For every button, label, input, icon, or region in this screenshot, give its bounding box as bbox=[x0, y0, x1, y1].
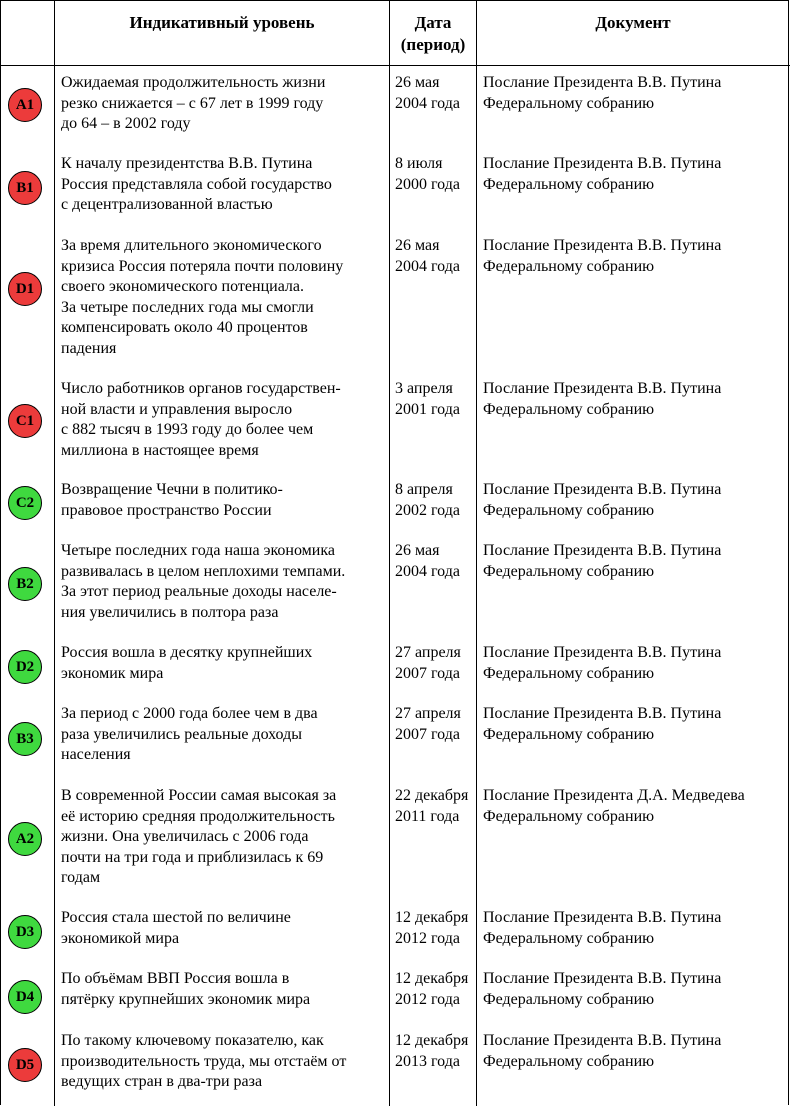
status-badge: D2 bbox=[8, 650, 42, 684]
column-divider bbox=[389, 0, 390, 1106]
status-badge: D3 bbox=[8, 915, 42, 949]
status-badge: C2 bbox=[8, 486, 42, 520]
status-badge: D4 bbox=[8, 980, 42, 1014]
date-cell: 12 декабря 2012 года bbox=[395, 970, 469, 1008]
status-badge: B3 bbox=[8, 722, 42, 756]
document-cell: Послание Президента В.В. Путина Федеральному собранию bbox=[483, 74, 722, 112]
date-cell: 12 декабря 2012 года bbox=[395, 909, 469, 947]
date-cell: 3 апреля 2001 года bbox=[395, 380, 460, 418]
indicator-text: Ожидаемая продолжительность жизни резко снижается – с 67 лет в 1999 году до 64 – в 2002 году bbox=[61, 74, 326, 132]
status-badge: B1 bbox=[8, 171, 42, 205]
status-badge: A2 bbox=[8, 822, 42, 856]
date-cell: 8 июля 2000 года bbox=[395, 155, 460, 193]
date-cell: 27 апреля 2007 года bbox=[395, 705, 461, 743]
indicator-text: Россия стала шестой по величине экономикой мира bbox=[61, 909, 291, 947]
date-cell: 26 мая 2004 года bbox=[395, 237, 460, 275]
document-cell: Послание Президента В.В. Путина Федеральному собранию bbox=[483, 970, 722, 1008]
document-cell: Послание Президента В.В. Путина Федеральному собранию bbox=[483, 909, 722, 947]
status-badge: D1 bbox=[8, 272, 42, 306]
header-divider bbox=[0, 65, 790, 66]
date-cell: 27 апреля 2007 года bbox=[395, 644, 461, 682]
document-cell: Послание Президента В.В. Путина Федеральному собранию bbox=[483, 481, 722, 519]
status-badge: A1 bbox=[8, 88, 42, 122]
indicator-text: За время длительного экономического кризиса Россия потеряла почти половину своего экономического потенциала. За четыре последних года мы смогли компенсировать около 40 процентов падения bbox=[61, 237, 344, 357]
status-badge: C1 bbox=[8, 404, 42, 438]
status-badge: B2 bbox=[8, 567, 42, 601]
indicator-text: По объёмам ВВП Россия вошла в пятёрку крупнейших экономик мира bbox=[61, 970, 311, 1008]
indicator-text: В современной России самая высокая за её историю средняя продолжительность жизни. Она увеличилась с 2006 года почти на три года и приблизилась к 69 годам bbox=[61, 787, 337, 886]
document-cell: Послание Президента В.В. Путина Федеральному собранию bbox=[483, 542, 722, 580]
indicator-text: За период с 2000 года более чем в два раза увеличились реальные доходы населения bbox=[61, 705, 318, 763]
date-cell: 26 мая 2004 года bbox=[395, 542, 460, 580]
document-cell: Послание Президента В.В. Путина Федеральному собранию bbox=[483, 380, 722, 418]
date-cell: 12 декабря 2013 года bbox=[395, 1032, 469, 1070]
document-cell: Послание Президента В.В. Путина Федеральному собранию bbox=[483, 155, 722, 193]
header-document: Документ bbox=[595, 13, 671, 32]
header-indicator: Индикативный уровень bbox=[129, 13, 315, 32]
column-divider bbox=[54, 0, 55, 1106]
date-cell: 22 декабря 2011 года bbox=[395, 787, 469, 825]
document-cell: Послание Президента В.В. Путина Федеральному собранию bbox=[483, 1032, 722, 1070]
document-cell: Послание Президента В.В. Путина Федеральному собранию bbox=[483, 705, 722, 743]
document-cell: Послание Президента В.В. Путина Федеральному собранию bbox=[483, 644, 722, 682]
indicator-text: К началу президентства В.В. Путина Россия представляла собой государство с децентрализованной властью bbox=[61, 155, 332, 213]
document-cell: Послание Президента Д.А. Медведева Федеральному собранию bbox=[483, 787, 745, 825]
document-cell: Послание Президента В.В. Путина Федеральному собранию bbox=[483, 237, 722, 275]
indicator-text: Четыре последних года наша экономика развивалась в целом неплохими темпами. За этот период реальные доходы населе- ния увеличились в полтора раза bbox=[61, 542, 346, 621]
indicator-text: Возвращение Чечни в политико- правовое пространство России bbox=[61, 481, 283, 519]
indicator-text: Число работников органов государствен- ной власти и управления выросло с 882 тысяч в 1993 году до более чем миллиона в настоящее время bbox=[61, 380, 341, 459]
column-divider bbox=[476, 0, 477, 1106]
status-badge: D5 bbox=[8, 1048, 42, 1082]
header-date: Дата (период) bbox=[400, 13, 466, 54]
indicator-text: Россия вошла в десятку крупнейших экономик мира bbox=[61, 644, 313, 682]
date-cell: 8 апреля 2002 года bbox=[395, 481, 460, 519]
indicator-text: По такому ключевому показателю, как производительность труда, мы отстаём от ведущих стран в два-три раза bbox=[61, 1032, 347, 1090]
date-cell: 26 мая 2004 года bbox=[395, 74, 460, 112]
